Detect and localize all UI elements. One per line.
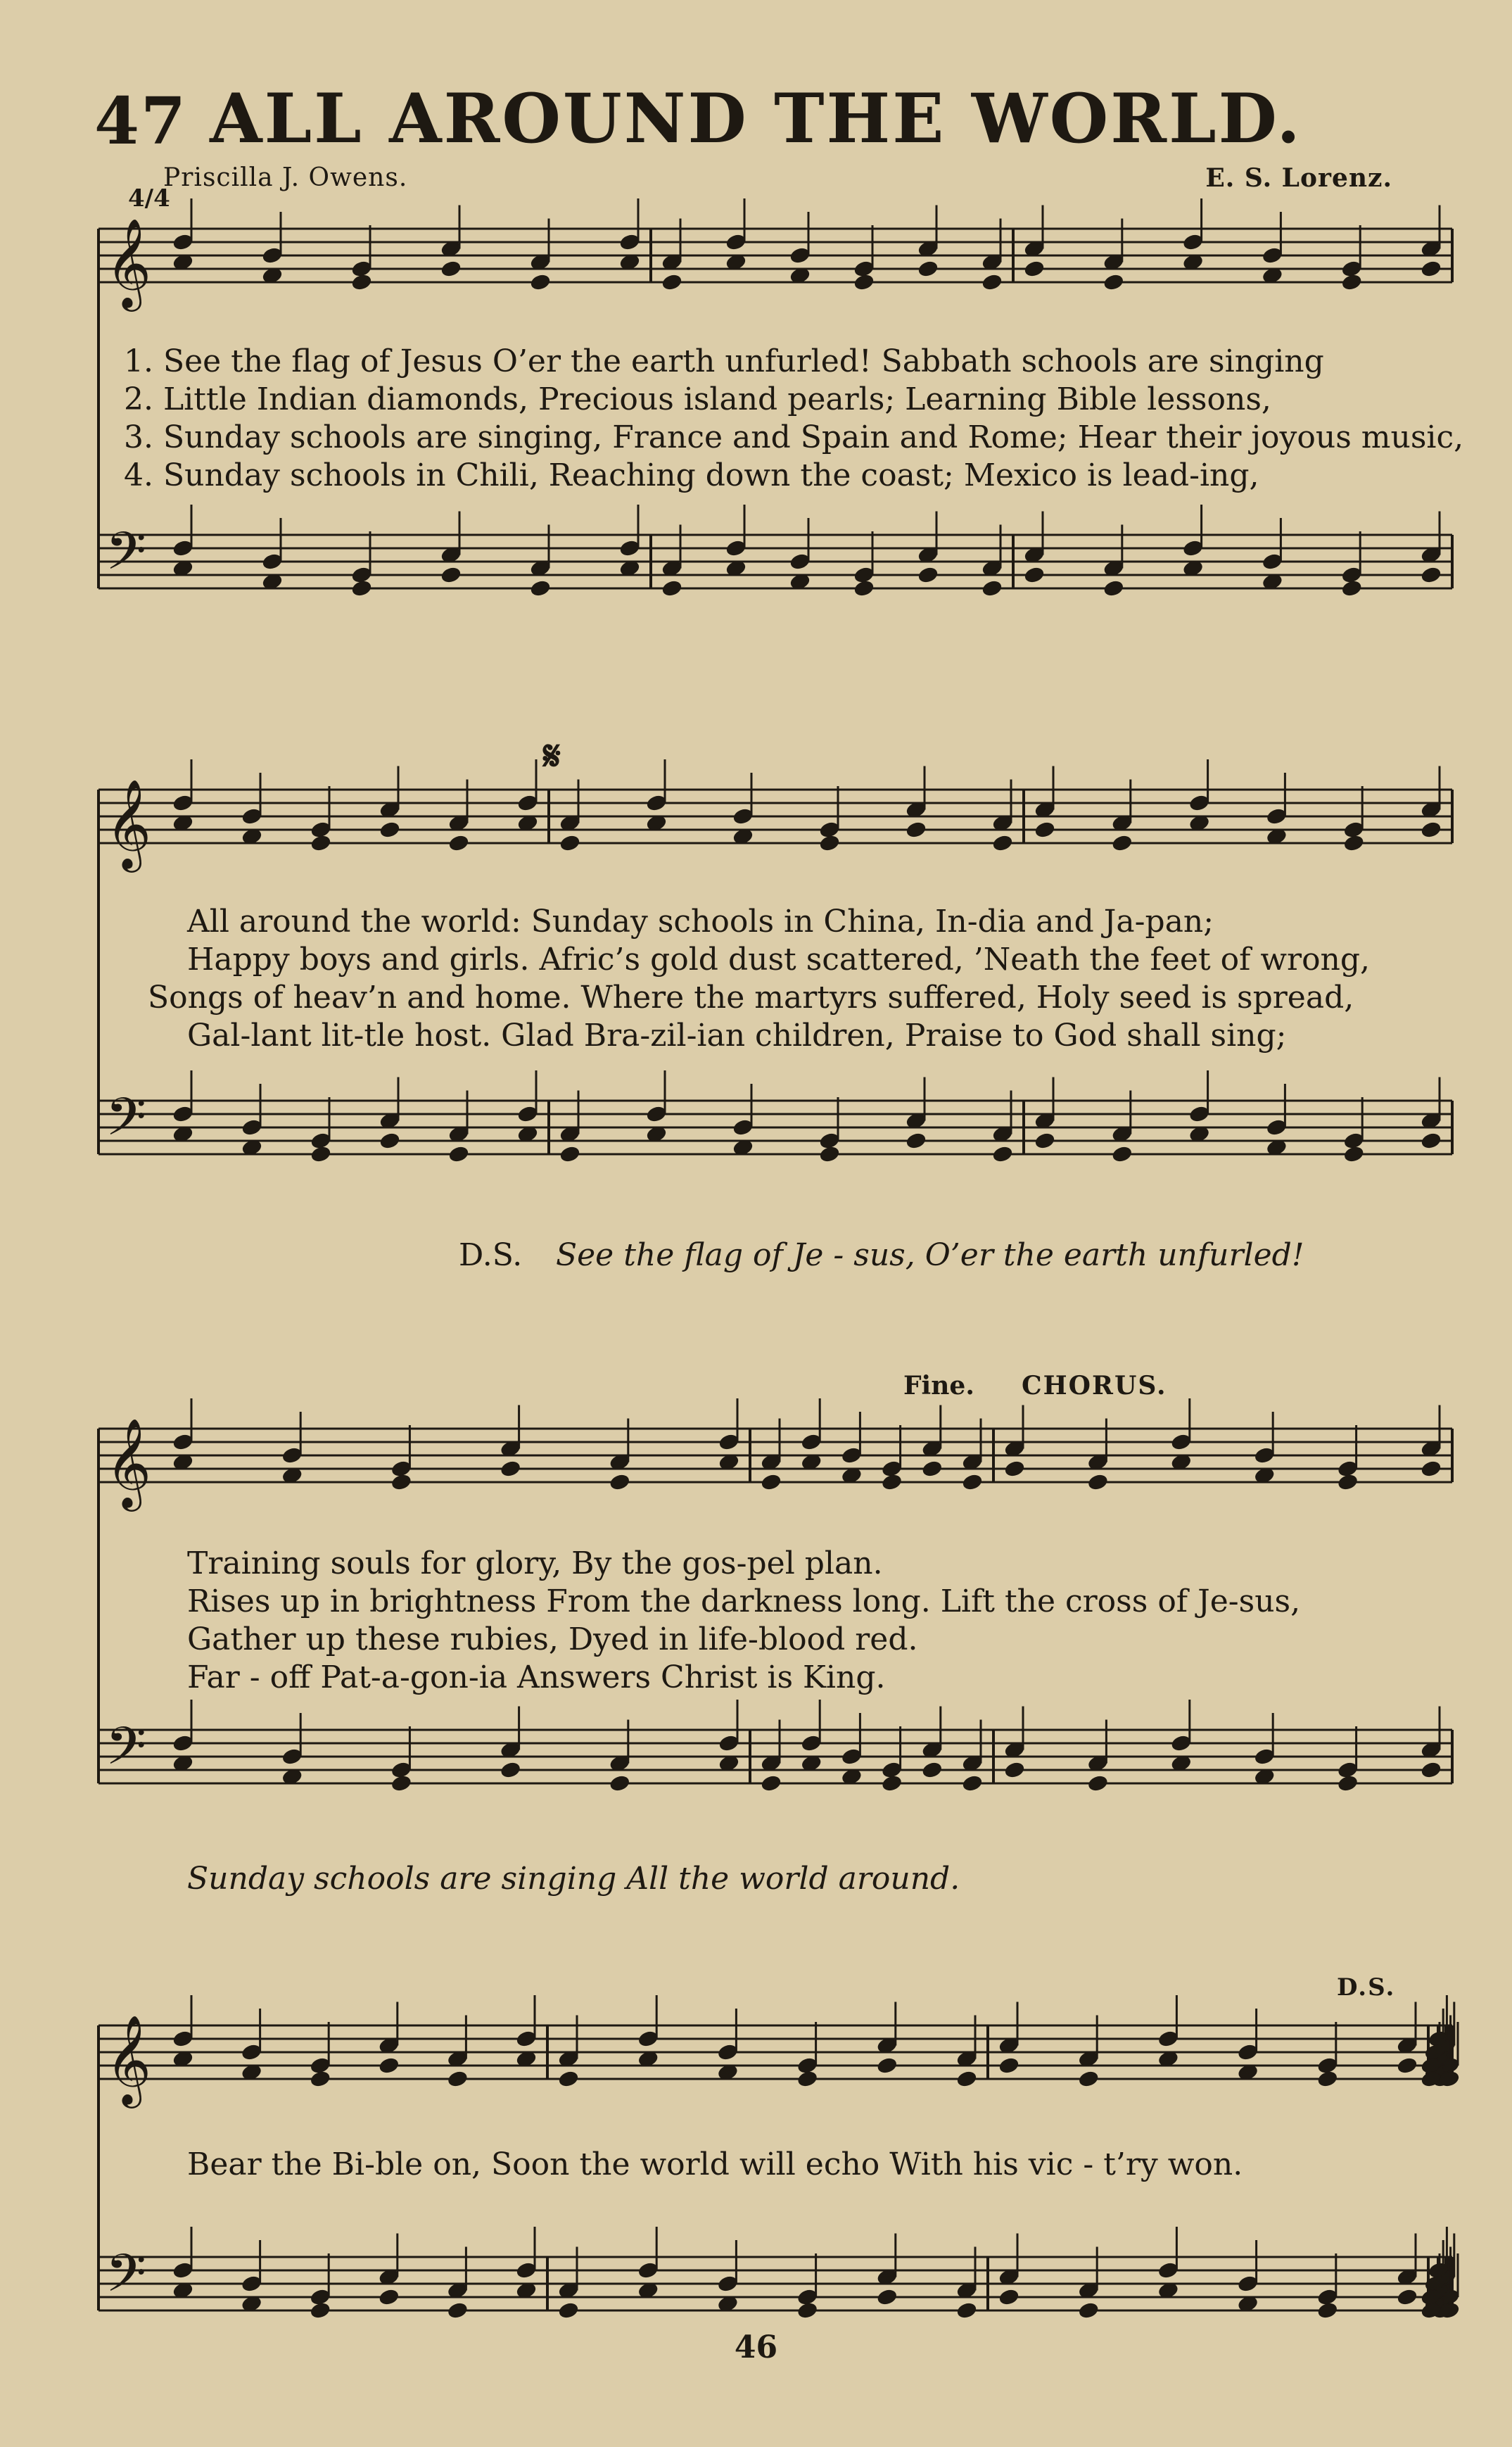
note-head: [1112, 834, 1133, 852]
note-head: [992, 834, 1014, 852]
note-head: [609, 1473, 631, 1491]
note-head: [440, 260, 462, 278]
note-head: [1004, 1761, 1026, 1779]
clefs: [106, 217, 151, 2317]
note-head: [956, 2301, 978, 2320]
note-head: [796, 2301, 818, 2320]
note-head: [1343, 1145, 1365, 1163]
note-head: [447, 2301, 469, 2320]
note-head: [1087, 1473, 1109, 1491]
verse-2-line-1: 2. Little Indian diamonds, Precious island pearls; Learning Bible lessons,: [124, 381, 1271, 417]
note-head: [379, 2288, 400, 2306]
note-head: [1087, 1774, 1109, 1792]
note-head: [922, 1460, 944, 1478]
note-head: [559, 834, 581, 852]
note-head: [906, 1132, 927, 1150]
note-head: [1034, 821, 1056, 839]
note-head: [819, 1145, 841, 1163]
note-head: [1078, 2070, 1100, 2088]
note-head: [1421, 1460, 1442, 1478]
note-head: [530, 273, 552, 291]
bass-clef: 𝄢: [106, 2243, 146, 2317]
note-head: [956, 2070, 978, 2088]
note-head: [853, 579, 875, 597]
ds-label: D.S.: [459, 1237, 523, 1273]
note-head: [1421, 260, 1442, 278]
note-head: [1112, 1145, 1133, 1163]
note-head: [661, 273, 683, 291]
note-head: [992, 1145, 1014, 1163]
note-head: [447, 2070, 469, 2088]
note-head: [1337, 1473, 1359, 1491]
verse-4-line-3: Far - off Pat-a-gon-ia Answers Christ is King.: [187, 1659, 886, 1695]
note-head: [881, 1774, 903, 1792]
note-head: [1004, 1460, 1026, 1478]
note-head: [310, 1145, 332, 1163]
bass-clef: 𝄢: [106, 1716, 146, 1790]
note-head: [1421, 1132, 1442, 1150]
note-head: [1343, 834, 1365, 852]
note-head: [906, 821, 927, 839]
note-head: [310, 2070, 331, 2088]
verse-1-line-2: All around the world: Sunday schools in China, In-dia and Ja-pan;: [187, 904, 1214, 940]
author-credit: Priscilla J. Owens.: [163, 163, 408, 192]
verse-3-line-3: Gather up these rubies, Dyed in life-blood red.: [187, 1621, 918, 1657]
note-head: [998, 2056, 1020, 2075]
treble-clef: 𝄞: [106, 1417, 152, 1507]
verse-3-line-2: Songs of heav’n and home. Where the martyrs suffered, Holy seed is spread,: [148, 980, 1354, 1016]
note-head: [853, 273, 875, 291]
verse-3-line-1: 3. Sunday schools are singing, France and Spain and Rome; Hear their joyous music,: [124, 419, 1464, 455]
note-head: [559, 1145, 581, 1163]
note-head: [351, 579, 373, 597]
page-number: 46: [734, 2329, 778, 2365]
note-head: [310, 834, 332, 852]
note-head: [917, 260, 939, 278]
note-head: [1317, 2070, 1339, 2088]
ds-text: See the flag of Je - sus, O’er the earth unfurled!: [556, 1237, 1304, 1273]
note-head: [390, 1473, 412, 1491]
verse-2-line-3: Rises up in brightness From the darkness long. Lift the cross of Je-sus,: [187, 1583, 1301, 1619]
time-signature: 4/4: [128, 184, 170, 213]
treble-clef: 𝄞: [106, 2014, 152, 2104]
note-head: [1103, 273, 1125, 291]
verse-4-line-1: 4. Sunday schools in Chili, Reaching down the coast; Mexico is lead-ing,: [124, 457, 1259, 493]
verse-1-line-1: 1. See the flag of Jesus O’er the earth unfurled! Sabbath schools are singing: [124, 343, 1324, 379]
chorus-lyric: Bear the Bi-ble on, Soon the world will echo With his vic - t’ry won.: [187, 2146, 1243, 2182]
note-head: [379, 821, 401, 839]
note-head: [440, 566, 462, 584]
bass-clef: 𝄢: [106, 521, 146, 595]
note-head: [1024, 260, 1046, 278]
note-head: [877, 2056, 898, 2075]
note-head: [448, 1145, 470, 1163]
note-head: [500, 1460, 521, 1478]
note-head: [962, 1473, 984, 1491]
verse-2-line-2: Happy boys and girls. Afric’s gold dust scattered, ’Neath the feet of wrong,: [187, 942, 1371, 978]
note-head: [1317, 2301, 1339, 2320]
note-head: [1103, 579, 1125, 597]
note-head: [390, 1774, 412, 1792]
note-head: [1078, 2301, 1100, 2320]
note-head: [379, 1132, 401, 1150]
note-head: [1341, 579, 1363, 597]
note-head: [1421, 1761, 1442, 1779]
note-head: [881, 1473, 903, 1491]
note-head: [796, 2070, 818, 2088]
treble-clef: 𝄞: [106, 778, 152, 868]
note-head: [609, 1774, 631, 1792]
note-head: [1397, 2056, 1418, 2075]
note-head: [1337, 1774, 1359, 1792]
note-head: [310, 2301, 331, 2320]
ds-mark: D.S.: [1337, 1973, 1396, 2002]
composer-credit: E. S. Lorenz.: [1205, 163, 1392, 193]
fine-mark: Fine.: [903, 1371, 974, 1400]
note-head: [558, 2301, 580, 2320]
note-head: [922, 1761, 944, 1779]
note-head: [877, 2288, 898, 2306]
note-head: [379, 2056, 400, 2075]
note-head: [1421, 566, 1442, 584]
note-head: [819, 834, 841, 852]
note-head: [1024, 566, 1046, 584]
chorus-mark: CHORUS.: [1022, 1371, 1167, 1400]
note-head: [981, 273, 1003, 291]
note-head: [351, 273, 373, 291]
bass-clef: 𝄢: [106, 1087, 146, 1161]
note-head: [661, 579, 683, 597]
note-head: [917, 566, 939, 584]
verse-4-line-2: Gal-lant lit-tle host. Glad Bra-zil-ian children, Praise to God shall sing;: [187, 1018, 1287, 1054]
verse-1-line-3: Training souls for glory, By the gos-pel plan.: [187, 1545, 883, 1581]
hymn-number: 47: [94, 83, 188, 159]
note-head: [962, 1774, 984, 1792]
note-head: [981, 579, 1003, 597]
treble-clef: 𝄞: [106, 217, 152, 308]
note-head: [998, 2288, 1020, 2306]
note-head: [761, 1774, 782, 1792]
segno-sign: 𝄋: [543, 732, 561, 780]
note-head: [1421, 821, 1442, 839]
note-head: [530, 579, 552, 597]
note-head: [1034, 1132, 1056, 1150]
note-head: [1397, 2288, 1418, 2306]
note-head: [500, 1761, 521, 1779]
chorus-line: Sunday schools are singing All the world around.: [187, 1861, 960, 1897]
note-head: [558, 2070, 580, 2088]
note-head: [448, 834, 470, 852]
note-head: [1341, 273, 1363, 291]
note-head: [761, 1473, 782, 1491]
hymn-title: ALL AROUND THE WORLD.: [210, 79, 1302, 158]
